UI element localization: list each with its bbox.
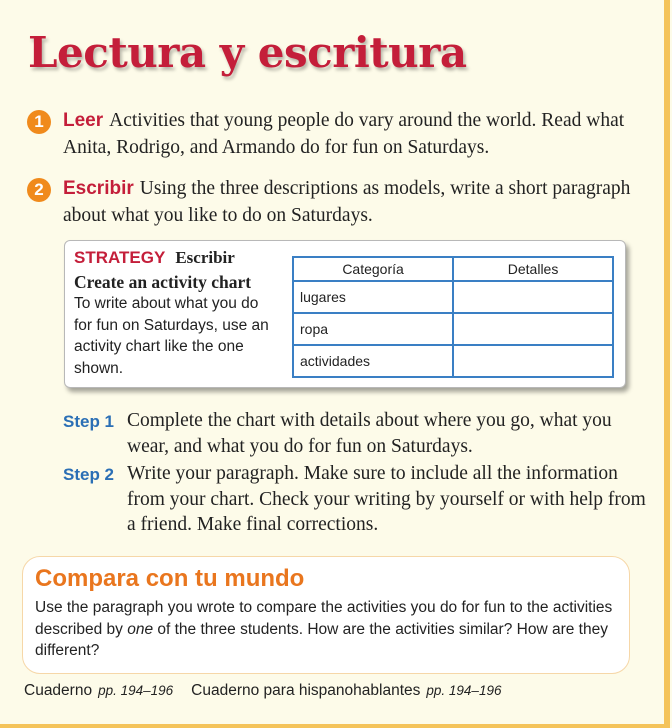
item-1-number-icon: 1	[27, 110, 51, 134]
chart-cell-details	[453, 281, 613, 313]
chart-cell-category: lugares	[293, 281, 453, 313]
table-row	[293, 313, 613, 345]
strategy-body: To write about what you do for fun on Saturdays, use an activity chart like the one shown.	[74, 295, 269, 377]
chart-header-categoria: Categoría	[293, 257, 453, 281]
footer-cuaderno-pages: pp. 194–196	[98, 683, 174, 698]
item-2-text: Using the three descriptions as models, write a short paragraph about what you like to do on Saturdays.	[63, 178, 631, 226]
table-row	[293, 345, 613, 377]
step-1-text: Complete the chart with details about where you go, what you wear, and what you do for fun on Saturdays.	[127, 410, 612, 457]
strategy-subtitle: Create an activity chart	[74, 272, 252, 292]
chart-cell-details	[453, 313, 613, 345]
chart-header-detalles: Detalles	[453, 257, 613, 281]
compara-title: Compara con tu mundo	[35, 565, 305, 592]
strategy-heading	[74, 247, 235, 269]
chart-cell-category: ropa	[293, 313, 453, 345]
item-1-keyword: Leer	[63, 110, 104, 131]
compara-body	[35, 597, 625, 662]
step-1-label: Step 1	[63, 412, 115, 431]
item-2-keyword: Escribir	[63, 178, 134, 199]
item-2-number-icon: 2	[27, 178, 51, 202]
footer-references	[24, 682, 501, 700]
chart-header-row	[293, 257, 613, 281]
compara-emphasis: one	[127, 620, 154, 638]
item-1-paragraph	[63, 107, 653, 161]
item-1-text: Activities that young people do vary around the world. Read what Anita, Rodrigo, and Armando do for fun on Saturdays.	[63, 110, 625, 158]
page-title: Lectura y escritura	[28, 28, 467, 77]
table-row	[293, 281, 613, 313]
strategy-keyword: Escribir	[175, 248, 235, 267]
step-2-text: Write your paragraph. Make sure to include all the information from your chart. Check your writing by yourself or with help from a friend. Make final corrections.	[127, 463, 646, 535]
footer-cuaderno: Cuaderno	[24, 682, 93, 699]
chart-cell-details	[453, 345, 613, 377]
strategy-label: STRATEGY	[74, 248, 166, 267]
footer-hispano: Cuaderno para hispanohablantes	[191, 682, 421, 699]
activity-chart	[292, 256, 614, 378]
chart-cell-category: actividades	[293, 345, 453, 377]
compara-text-before: Use the paragraph you wrote to compare the activities you do for fun to the activities described by	[35, 599, 613, 638]
footer-hispano-pages: pp. 194–196	[426, 683, 502, 698]
item-2-paragraph	[63, 175, 653, 229]
compara-text-after: of the three students. How are the activities similar? How are they different?	[35, 620, 608, 659]
step-2-label: Step 2	[63, 465, 115, 484]
